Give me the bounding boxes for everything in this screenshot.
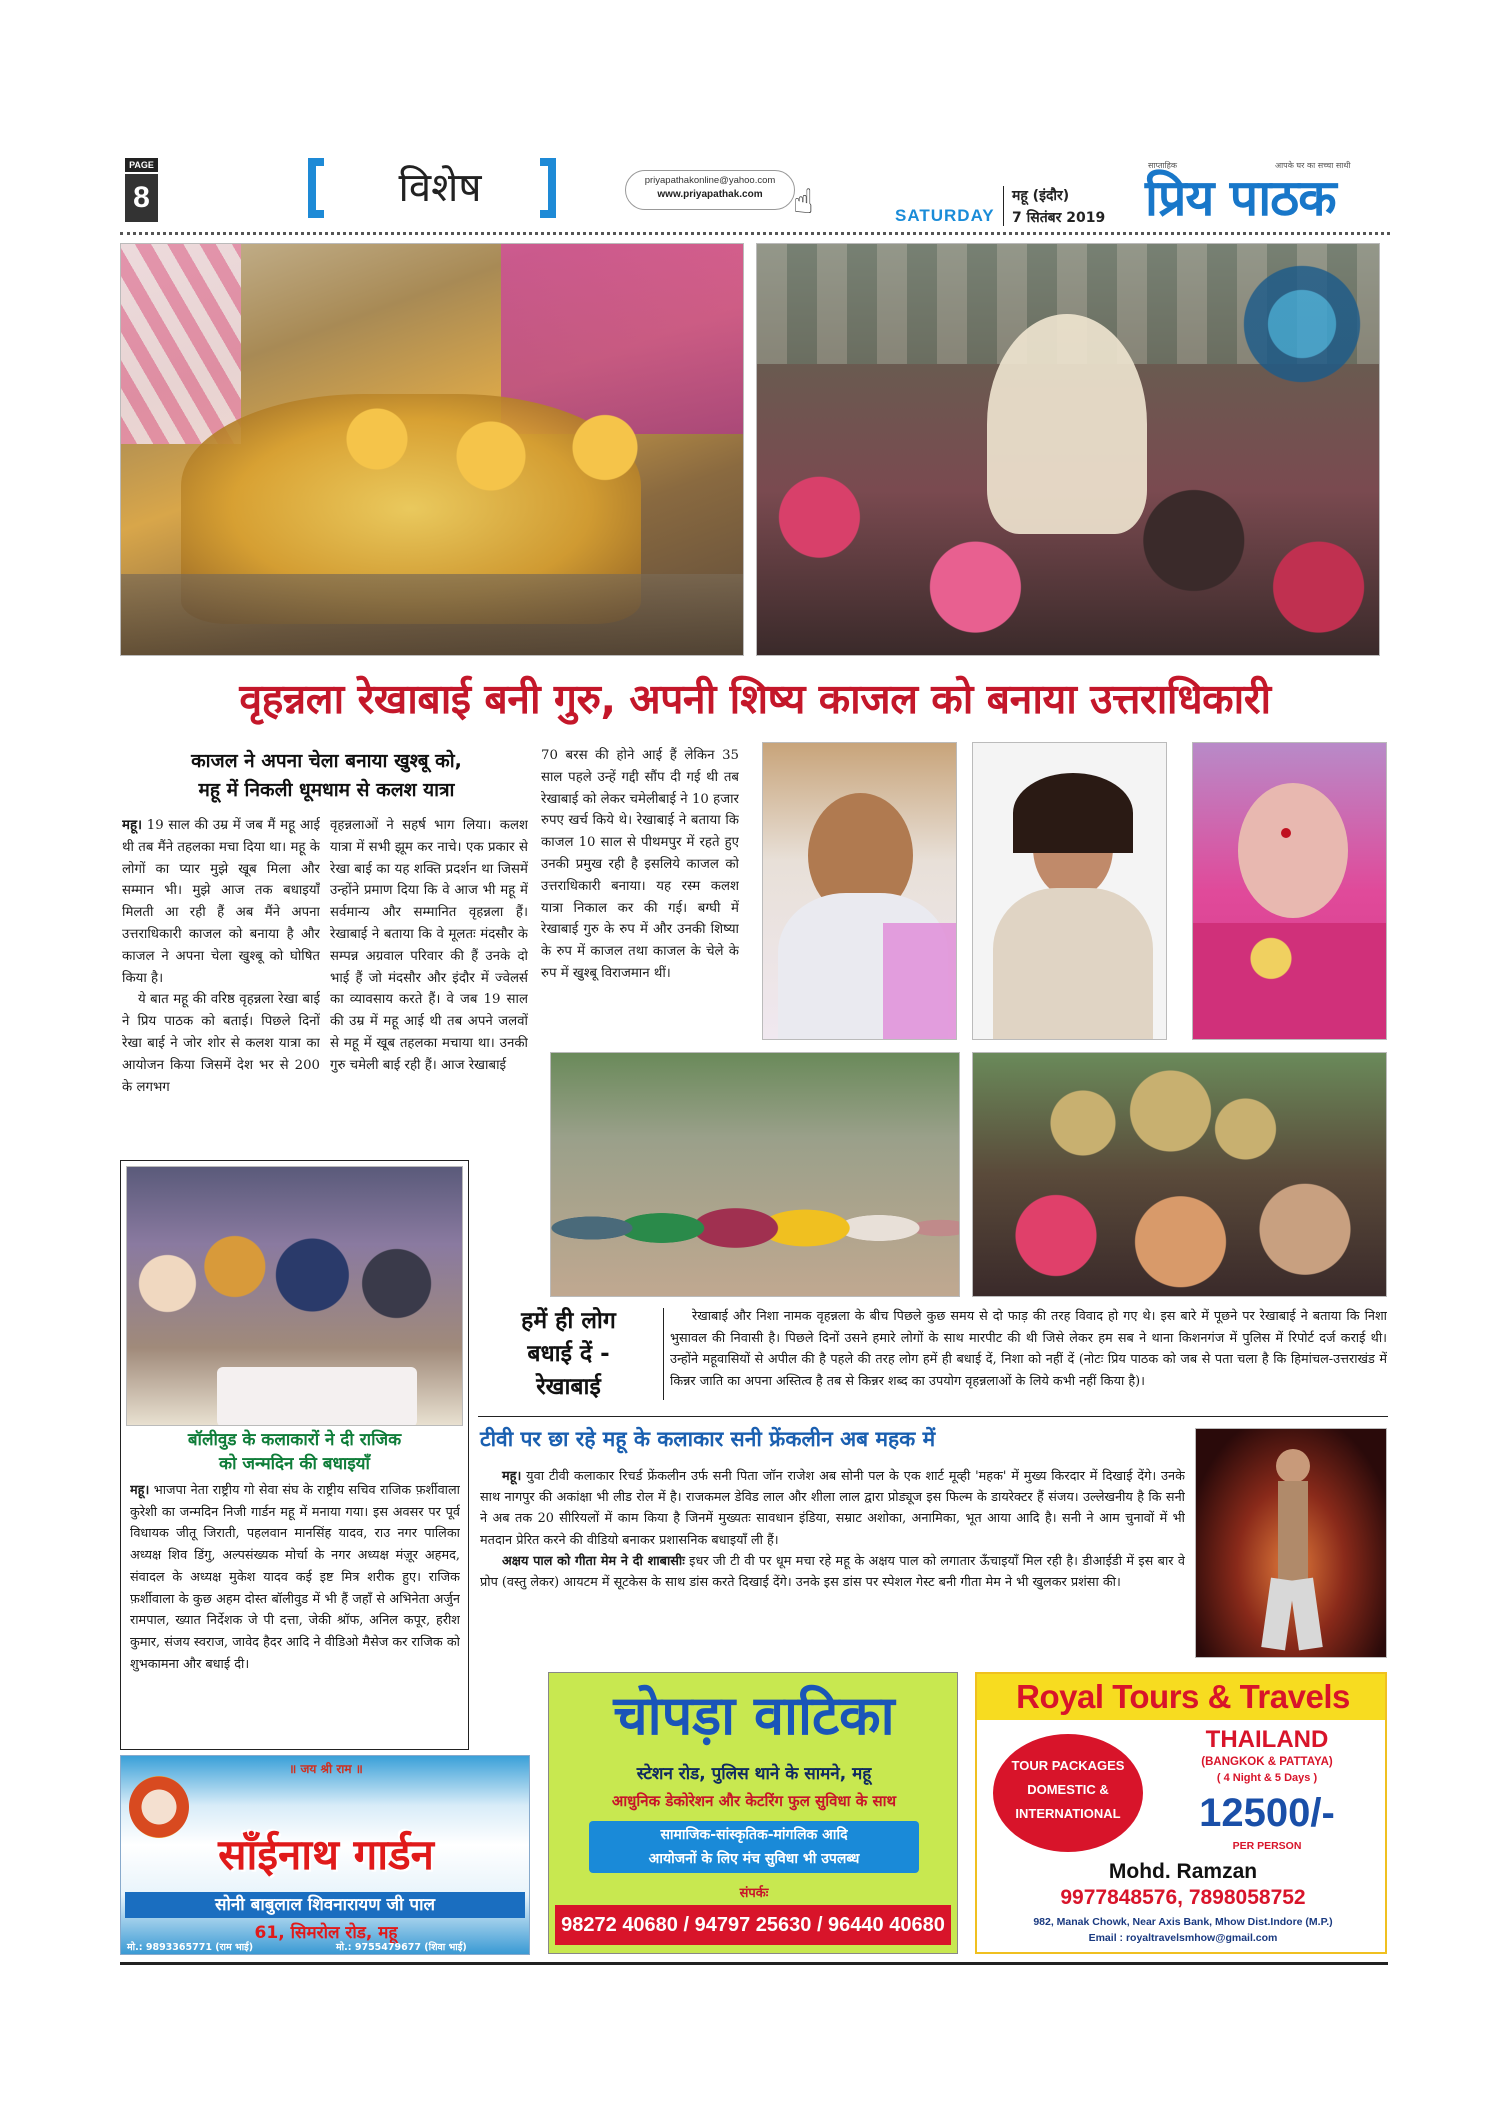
contact-box — [625, 170, 795, 210]
royal-package-1: TOUR PACKAGES — [1011, 1758, 1125, 1773]
royal-dest-sub: (BANGKOK & PATTAYA) — [1201, 1756, 1333, 1768]
bollywood-text — [130, 1480, 460, 1745]
main-headline: वृहन्नला रेखाबाई बनी गुरु, अपनी शिष्य काजल को बनाया उत्तराधिकारी — [239, 675, 1271, 723]
royal-package-3: INTERNATIONAL — [1015, 1806, 1121, 1821]
header-rule — [120, 232, 1390, 235]
story-column-2: वृहन्नलाओं ने सहर्ष भाग लिया। कलश यात्रा में सभी झूम कर नाचे। एक प्रकार से रेखा बाई का यह शक्ति प्रदर्शन था जिसमें उन्होंने प्रमाण दिया कि वे आज भी महू में सर्वमान्य और सम्मानित वृहन्नला हैं। रेखाबाई ने बताया कि वे मूलतः मंदसौर के सम्पन्न अग्रवाल परिवार की हैं उनके दो भाई हैं जो मंदसौर और इंदौर में ज्वेलर्स का व्यावसाय करते हैं। वे जब 19 साल की उम्र में महू आई थी तब अपने जलवों से महू में खूब तहलका मचाया था। उनकी गुरु चमेली बाई रही हैं। आज रेखाबाई — [330, 818, 528, 1073]
royal-per: PER PERSON — [1232, 1840, 1302, 1852]
sai-owner: सोनी बाबुलाल शिवनारायण जी पाल — [125, 1892, 525, 1918]
section-bracket-left — [308, 158, 324, 218]
chopra-name: चोपड़ा वाटिका — [613, 1684, 895, 1747]
photo-rekhabai-portrait — [762, 742, 957, 1040]
chopra-phones: 98272 40680 / 94797 25630 / 96440 40680 — [555, 1905, 951, 1945]
sai-phone-2: मो.: 9755479677 (शिवा भाई) — [336, 1942, 467, 1953]
masthead-small: साप्ताहिक — [1148, 161, 1178, 170]
email-text: priyapathakonline@yahoo.com — [644, 175, 776, 186]
sai-address: 61, सिमरोल रोड, महू — [254, 1923, 398, 1943]
story-subhead-2: महू में निकली धूमधाम से कलश यात्रा — [198, 779, 455, 801]
story-column-3: 70 बरस की होने आई हैं लेकिन 35 साल पहले उन्हें गद्दी सौंप दी गई थी तब रेखाबाई को लेकर चमेलीबाई ने 10 हजार रुपए खर्च किये थे। रेखाबाई ने बताया कि काजल 10 साल से पीथमपुर में रहते हुए उनकी प्रमुख रही है इसलिये काजल को उत्तराधिकारी बनाया। यह रस्म कलश यात्रा निकाल कर की गई। बग्घी में रेखाबाई गुरु के रुप में और उनकी शिष्या के रुप में काजल तथा काजल के चेले के रुप में खुश्बू विराजमान थीं। — [541, 748, 739, 981]
bollywood-body: भाजपा नेता राष्ट्रीय गो सेवा संघ के राष्ट्रीय सचिव राजिक फ़र्शीवाला कुरेशी का जन्मदिन निजी गार्डन महू में मनाया गया। इस अवसर पर पूर्व विधायक जीतू जिराती, पहलवान मानसिंह यादव, राउ नगर पालिका अध्यक्ष शिव डिंगु, अल्पसंख्यक मोर्चा के नगर अध्यक्ष मंज़ूर अहमद, संवादल के अध्यक्ष मुकेश यादव कई इष्ट मित्र शरीक हुए। राजिक फ़र्शीवाला के कुछ अहम दोस्त बॉलीवुड में भी हैं जहाँ से अभिनेता अर्जुन रामपाल, ख्यात निर्देशक जे पी दत्ता, जेकी श्रॉफ, अनिल कपूर, हरीश कुमार, संजय स्वराज, जावेद हैदर आदि ने वीडिओ मैसेज कर राजिक को शुभकामना और बधाई दी। — [130, 1483, 460, 1672]
story-col1-p2: ये बात महू की वरिष्ठ वृहन्नला रेखा बाई ने प्रिय पाठक को बताई। पिछले दिनों रेखा बाई ने जोर शोर से कलश यात्रा का आयोजन किया जिसमें देश भर से 200 के लगभग — [122, 992, 320, 1095]
header-divider — [1003, 186, 1004, 226]
chopra-events-2: आयोजनों के लिए मंच सुविधा भी उपलब्ध — [648, 1851, 860, 1867]
bollywood-headline-2: को जन्मदिन की बधाइयाँ — [219, 1454, 370, 1474]
sai-name: साँईनाथ गार्डन — [218, 1830, 434, 1879]
sidebar-text: रेखाबाई और निशा नामक वृहन्नला के बीच पिछले कुछ समय से दो फाड़ की तरह विवाद हो गए थे। इस बारे में पूछने पर रेखाबाई ने बताया कि निशा भुसावल की निवासी है। पिछले दिनों उसने हमारे लोगों के साथ मारपीट की थी जिसे लेकर हम सब ने थाना किशनगंज में पुलिस में रिपोर्ट दर्ज कराई थी। उन्होंने महूवासियों से अपील की है पहले की तरह लोग हमें ही बधाई दें, निशा को नहीं दें (नोटः प्रिय पाठक को जब से पता चला है कि हिमांचल-उत्तराखंड में किन्नर जाति का अपना अस्तित्व है तब से किन्नर शब्द का उपयोग वृहन्नलाओं के लिये कभी नहीं किया है)। — [670, 1309, 1387, 1389]
day-label: SATURDAY — [895, 206, 995, 225]
photo-kalash-yatra — [972, 1052, 1387, 1297]
date-label: 7 सितंबर 2019 — [1012, 210, 1106, 226]
section-bracket-right — [540, 158, 556, 218]
photo-chariot-procession — [120, 243, 744, 656]
chopra-address: स्टेशन रोड, पुलिस थाने के सामने, महू — [636, 1764, 872, 1784]
bollywood-headline-1: बॉलीवुड के कलाकारों ने दी राजिक — [187, 1430, 402, 1450]
tv-p2: इधर जी टी वी पर धूम मचा रहे महू के अक्षय पाल को लगातार ऊँचाइयाँ मिल रही है। डीआईडी में इस बार वे प्रोप (वस्तु लेकर) आयटम में सूटकेस के साथ डांस करते दिखाई देंगे। उनके इस डांस पर स्पेशल गेस्ट बनी गीता मेम ने भी खुलकर प्रशंसा की। — [480, 1553, 1185, 1591]
website-text: www.priyapathak.com — [657, 189, 763, 200]
sai-phone-1: मो.: 9893365771 (राम भाई) — [127, 1942, 254, 1953]
tv-dateline: महू। — [502, 1469, 522, 1484]
tv-story-top-rule — [478, 1416, 1388, 1417]
sidebar-divider — [663, 1308, 664, 1400]
page-number: 8 — [125, 174, 158, 222]
tv-p1: युवा टीवी कलाकार रिचर्ड फ्रेंकलीन उर्फ सनी पिता जॉन राजेश अब सोनी पल के एक शार्ट मूव्ही 'महक' में मुख्य किरदार में दिखाई देंगे। उनके साथ नागपुर की अकांक्षा भी लीड रोल में है। राजकमल डेविड लाल और शीला लाल द्वारा प्रोड्यूज इस फिल्म के डायरेक्टर हैं संजय। उल्लेखनीय है कि सनी ने अब तक 20 सीरियलों में काम किया है जिनमें मुख्यतः सावधान इंडिया, सम्राट अशोका, अनामिका, भूत आया आदि है। सनी ने आम चुनावों में भी मतदान प्रेरित करने की वीडियो बनाकर प्रशासनिक बधाइयाँ ली हैं। — [480, 1469, 1185, 1548]
sai-top: ॥ जय श्री राम ॥ — [289, 1762, 363, 1776]
photo-group-women — [550, 1052, 960, 1297]
ad-sainath-garden — [120, 1755, 530, 1955]
city-label: महू (इंदौर) — [1012, 188, 1070, 204]
page-number-box — [125, 158, 158, 222]
photo-dancer — [1195, 1428, 1387, 1658]
story-col1-p1: 19 साल की उम्र में जब मैं महू आई थी तब मैंने तहलका मचा दिया था। महू के लोगों का प्यार मुझे खूब मिला और सम्मान भी। मुझे आज तक बधाइयाँ मिलती आ रही हैं अब मैंने अपना उत्तराधिकारी काजल को बनाया है और काजल ने अपना चेला खुश्बू को घोषित किया है। — [122, 818, 320, 986]
royal-duration: ( 4 Night & 5 Days ) — [1216, 1772, 1318, 1784]
story-dateline: महू। — [122, 818, 143, 833]
royal-contact: Mohd. Ramzan — [1108, 1860, 1258, 1883]
page-tag: PAGE — [125, 158, 158, 172]
royal-package-2: DOMESTIC & — [1027, 1782, 1109, 1797]
story-column-1 — [122, 815, 320, 1161]
photo-kajal-portrait — [972, 742, 1167, 1040]
tv-p2-lead: अक्षय पाल को गीता मेम ने दी शाबासीः — [502, 1553, 685, 1569]
royal-title: Royal Tours & Travels — [977, 1674, 1387, 1720]
tv-headline: टीवी पर छा रहे महू के कलाकार सनी फ्रेंकलीन अब महक में — [480, 1427, 936, 1451]
chopra-contact-label: संपर्कः — [739, 1886, 769, 1901]
ad-chopra-vatika — [548, 1672, 958, 1954]
royal-email: Email : royaltravelsmhow@gmail.com — [1088, 1932, 1278, 1944]
ad-royal-tours — [975, 1672, 1387, 1954]
pointer-hand-icon: ☝ — [793, 182, 814, 222]
masthead-tagline: आपके घर का सच्चा साथी — [1275, 161, 1351, 170]
sidebar-title-1: हमें ही लोग — [521, 1308, 616, 1334]
sidebar-title-2: बधाई दें - — [527, 1341, 610, 1367]
story-subhead-1: काजल ने अपना चेला बनाया खुश्बू को, — [191, 750, 462, 772]
chopra-facility: आधुनिक डेकोरेशन और केटरिंग फुल सुविधा के साथ — [611, 1792, 897, 1810]
photo-birthday-celebration — [126, 1166, 463, 1426]
royal-phones: 9977848576, 7898058752 — [1060, 1886, 1306, 1909]
masthead: प्रिय पाठक — [1145, 169, 1336, 227]
chopra-events-1: सामाजिक-सांस्कृतिक-मांगलिक आदि — [660, 1827, 848, 1843]
royal-price: 12500/- — [1199, 1791, 1335, 1835]
photo-khushbu-portrait — [1192, 742, 1387, 1040]
royal-address: 982, Manak Chowk, Near Axis Bank, Mhow Dist.Indore (M.P.) — [1033, 1916, 1333, 1928]
section-title: विशेष — [398, 165, 482, 211]
tv-story-text — [480, 1466, 1185, 1666]
sidebar-title-3: रेखाबाई — [536, 1374, 601, 1400]
photo-dancing-crowd — [756, 243, 1380, 656]
royal-dest: THAILAND — [1205, 1726, 1329, 1753]
page-bottom-rule — [120, 1962, 1388, 1965]
bollywood-dateline: महू। — [130, 1483, 150, 1498]
